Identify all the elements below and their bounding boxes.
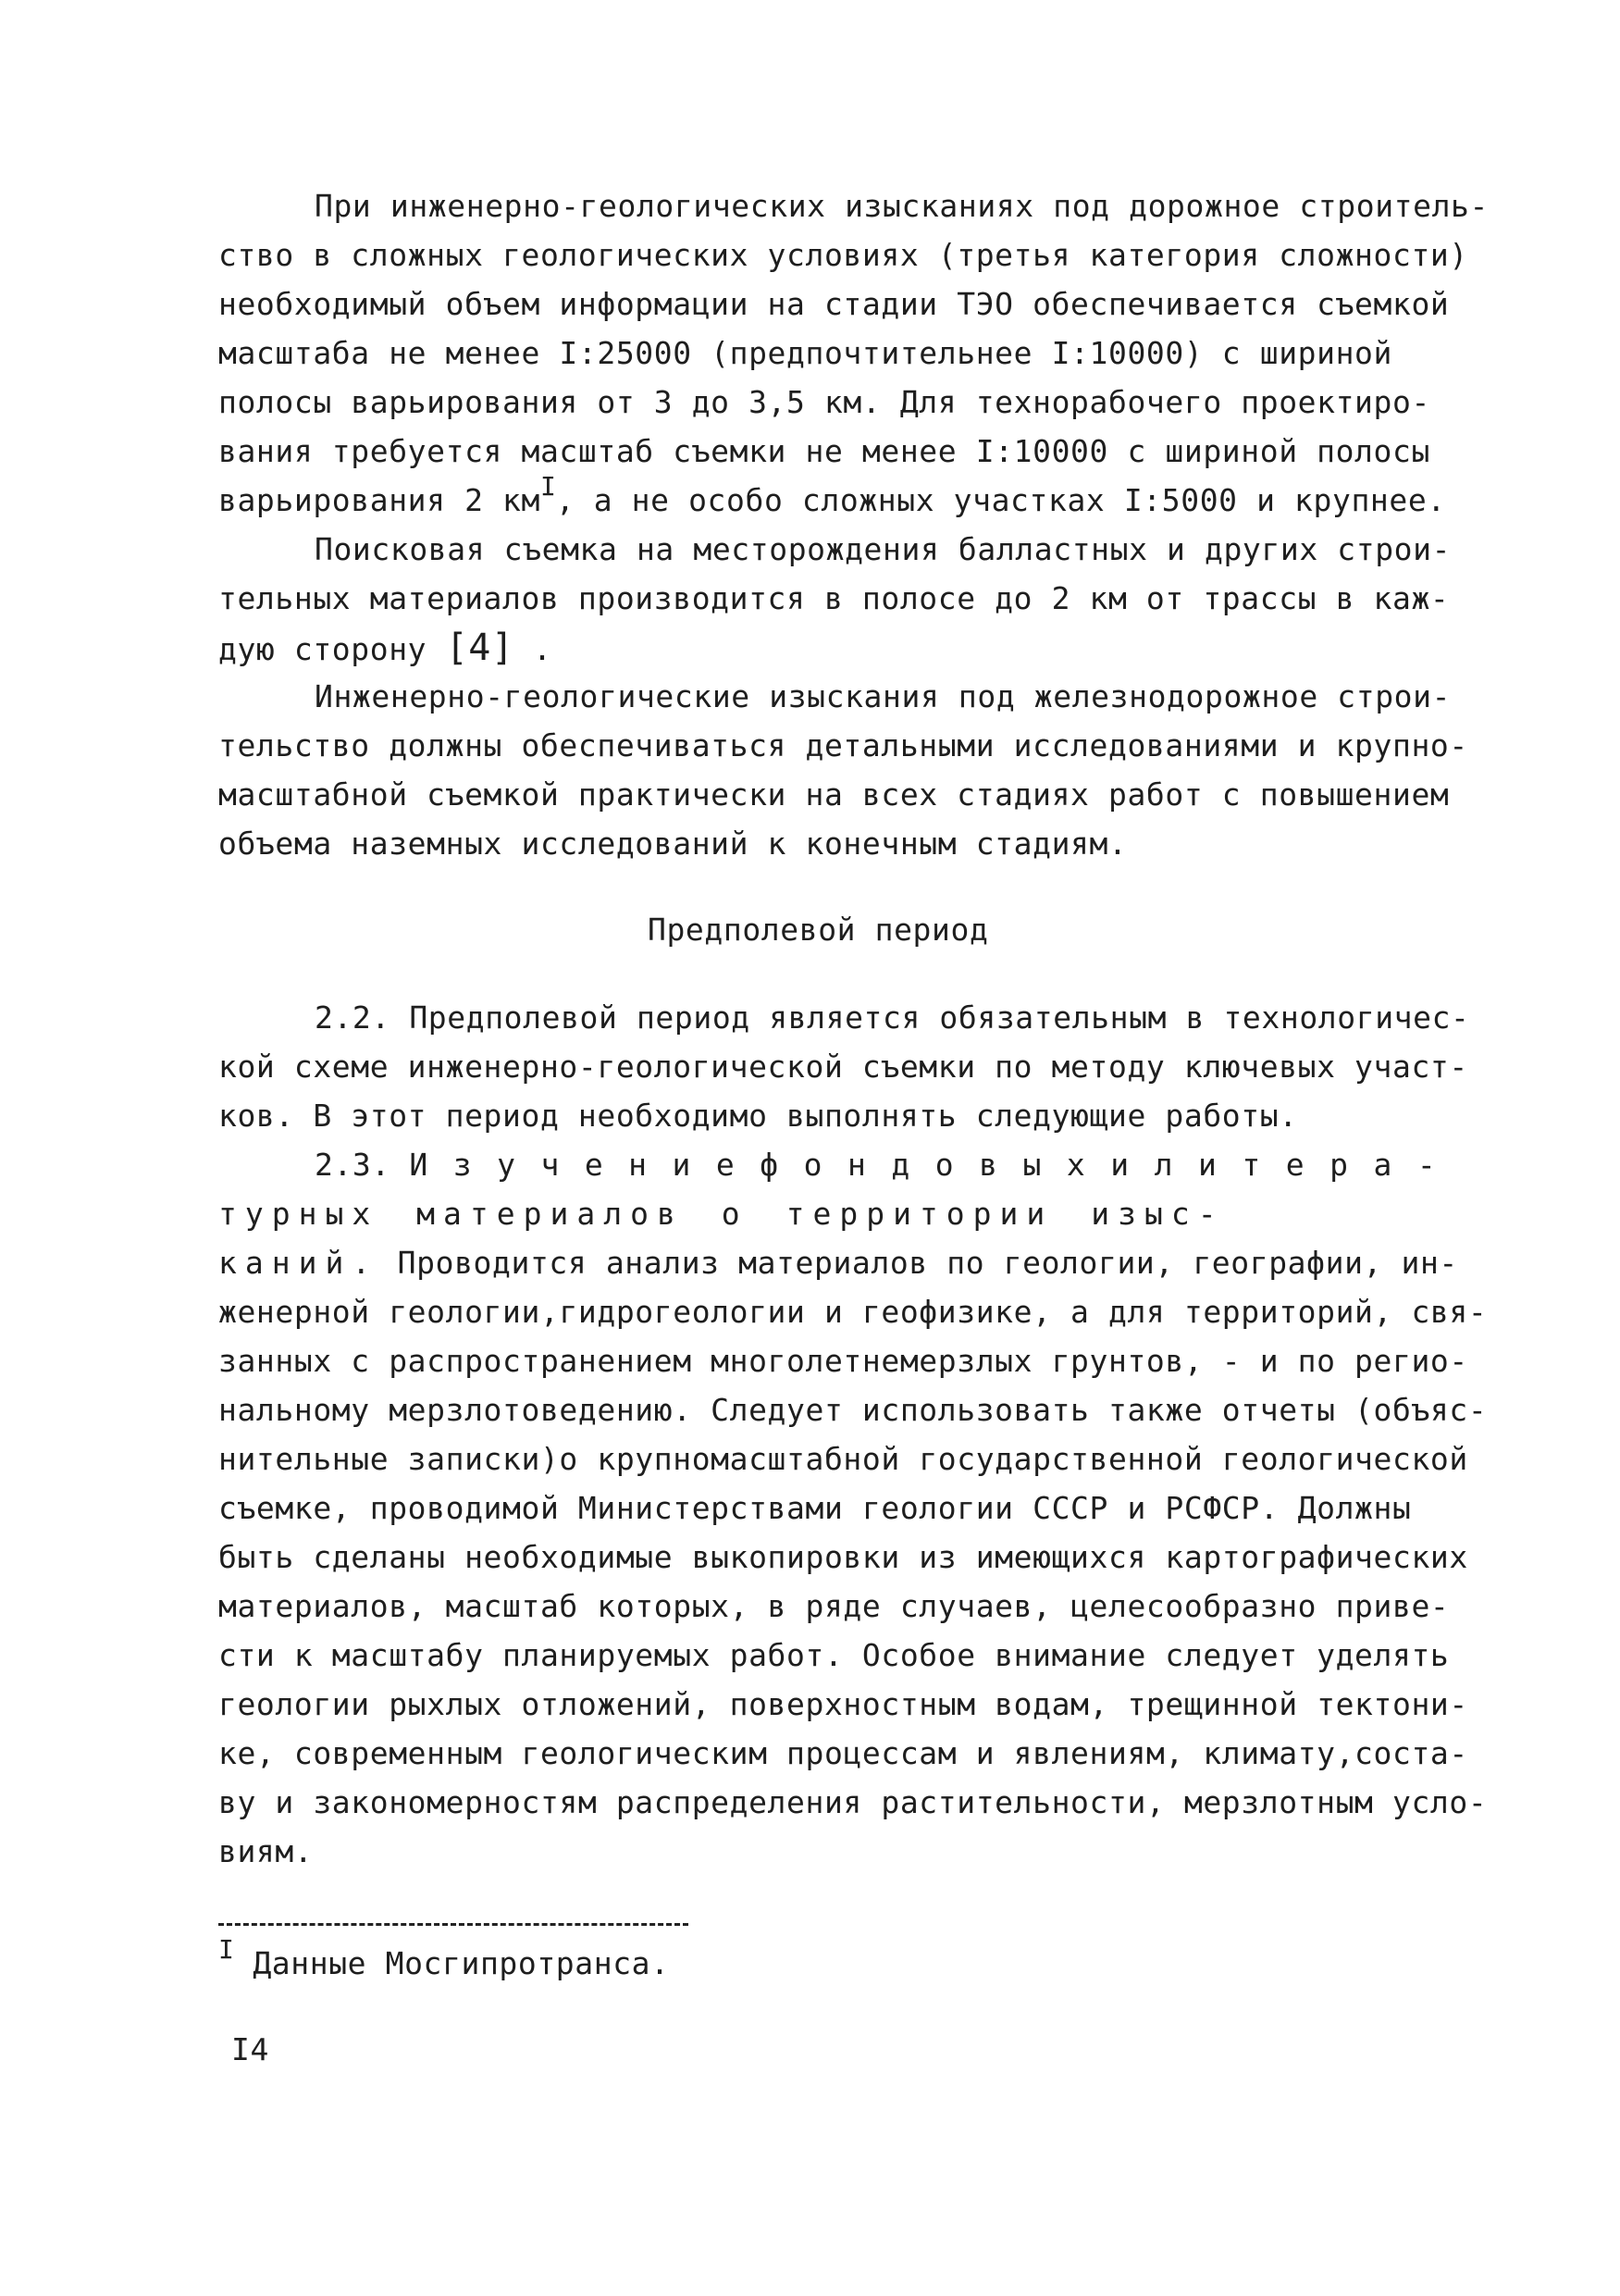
p5-line-7: нительные записки)о крупномасштабной государственной геологической bbox=[218, 1441, 1468, 1477]
p5-spaced-word-5: турных bbox=[218, 1196, 379, 1232]
page-number: I4 bbox=[231, 2031, 269, 2067]
p3-line-3: масштабной съемкой практически на всех стадиях работ с повышением bbox=[218, 776, 1450, 813]
footnote bbox=[218, 1934, 1620, 1989]
p5-line-3 bbox=[218, 1238, 1620, 1288]
p2-line-3-start: дую сторону bbox=[218, 631, 446, 667]
p5-line-14: ву и закономерностям распределения растительности, мерзлотным усло- bbox=[218, 1784, 1488, 1820]
p1-line-4: масштаба не менее I:25000 (предпочтительнее I:10000) с шириной bbox=[218, 335, 1392, 371]
p5-line-4: женерной геологии,гидрогеологии и геофизике, а для территорий, свя- bbox=[218, 1294, 1488, 1330]
p2-line-1: Поисковая съемка на месторождения балластных и других строи- bbox=[315, 531, 1452, 567]
p1-line-6: вания требуется масштаб съемки не менее I:10000 с шириной полосы bbox=[218, 433, 1430, 469]
p4-line-1: 2.2. Предполевой период является обязательным в технологичес- bbox=[315, 999, 1470, 1036]
p5-line-2 bbox=[218, 1189, 1620, 1239]
p5-spaced-word-6: материалов bbox=[416, 1196, 684, 1232]
p1-line-2: ство в сложных геологических условиях (третья категория сложности) bbox=[218, 237, 1468, 273]
p5-line-11: сти к масштабу планируемых работ. Особое внимание следует уделять bbox=[218, 1637, 1450, 1673]
p5-spaced-word-2: фондовых bbox=[760, 1147, 1111, 1183]
p5-line-6: нальному мерзлотоведению. Следует использовать также отчеты (объяс- bbox=[218, 1392, 1488, 1428]
p5-line-12: геологии рыхлых отложений, поверхностным водам, трещинной тектони- bbox=[218, 1686, 1468, 1722]
p5-spaced-word-8: территории bbox=[785, 1196, 1054, 1232]
p4-line-3: ков. В этот период необходимо выполнять следующие работы. bbox=[218, 1098, 1298, 1134]
p3-line-1: Инженерно-геологические изыскания под железнодорожное строи- bbox=[315, 678, 1452, 714]
p1-line-7 bbox=[218, 471, 1620, 526]
p5-line-8: съемке, проводимой Министерствами геологии СССР и РСФСР. Должны bbox=[218, 1490, 1412, 1526]
footnote-text: Данные Мосгипротранса. bbox=[233, 1945, 670, 1981]
p5-spaced-word-1: Изучение bbox=[409, 1147, 761, 1183]
footnote-mark: I bbox=[218, 1934, 234, 1965]
section-heading: Предполевой период bbox=[648, 912, 989, 948]
p5-line-10: материалов, масштаб которых, в ряде случаев, целесообразно приве- bbox=[218, 1588, 1450, 1624]
p3-line-2: тельство должны обеспечиваться детальными исследованиями и крупно- bbox=[218, 727, 1468, 763]
p1-line-7-end: , а не особо сложных участках I:5000 и крупнее. bbox=[555, 482, 1446, 518]
p3-line-4: объема наземных исследований к конечным стадиям. bbox=[218, 825, 1128, 862]
p5-number: 2.3. bbox=[315, 1147, 390, 1183]
p2-line-2: тельных материалов производится в полосе до 2 км от трассы в каж- bbox=[218, 580, 1450, 616]
p5-spaced-word-4: литера- bbox=[1154, 1147, 1462, 1183]
p5-line-9: быть сделаны необходимые выкопировки из имеющихся картографических bbox=[218, 1539, 1468, 1575]
p5-spaced-word-10: каний. bbox=[218, 1245, 379, 1281]
footnote-reference: I bbox=[539, 471, 556, 502]
p1-line-7-start: варьирования 2 км bbox=[218, 482, 540, 518]
p5-line-13: ке, современным геологическим процессам и явлениям, климату,соста- bbox=[218, 1735, 1468, 1771]
p5-line-5: занных с распространением многолетнемерзлых грунтов, - и по регио- bbox=[218, 1343, 1468, 1379]
p5-line-3-rest: Проводится анализ материалов по геологии, географии, ин- bbox=[378, 1245, 1458, 1281]
p2-line-3-end: . bbox=[513, 631, 552, 667]
p1-line-5: полосы варьирования от 3 до 3,5 км. Для технорабочего проектиро- bbox=[218, 384, 1430, 420]
p1-line-1: При инженерно-геологических изысканиях под дорожное строитель- bbox=[315, 188, 1489, 224]
footnote-separator bbox=[218, 1923, 688, 1926]
p5-spaced-word-7: о bbox=[721, 1196, 748, 1232]
p5-line-15: виям. bbox=[218, 1833, 314, 1869]
p2-line-3 bbox=[218, 623, 1620, 673]
p5-line-1 bbox=[315, 1140, 1620, 1190]
p5-spaced-word-3: и bbox=[1110, 1147, 1155, 1183]
reference-citation: [4] bbox=[445, 627, 514, 669]
p1-line-3: необходимый объем информации на стадии ТЭО обеспечивается съемкой bbox=[218, 286, 1450, 322]
p5-spaced-word-9: изыс- bbox=[1091, 1196, 1225, 1232]
p4-line-2: кой схеме инженерно-геологической съемки по методу ключевых участ- bbox=[218, 1049, 1468, 1085]
